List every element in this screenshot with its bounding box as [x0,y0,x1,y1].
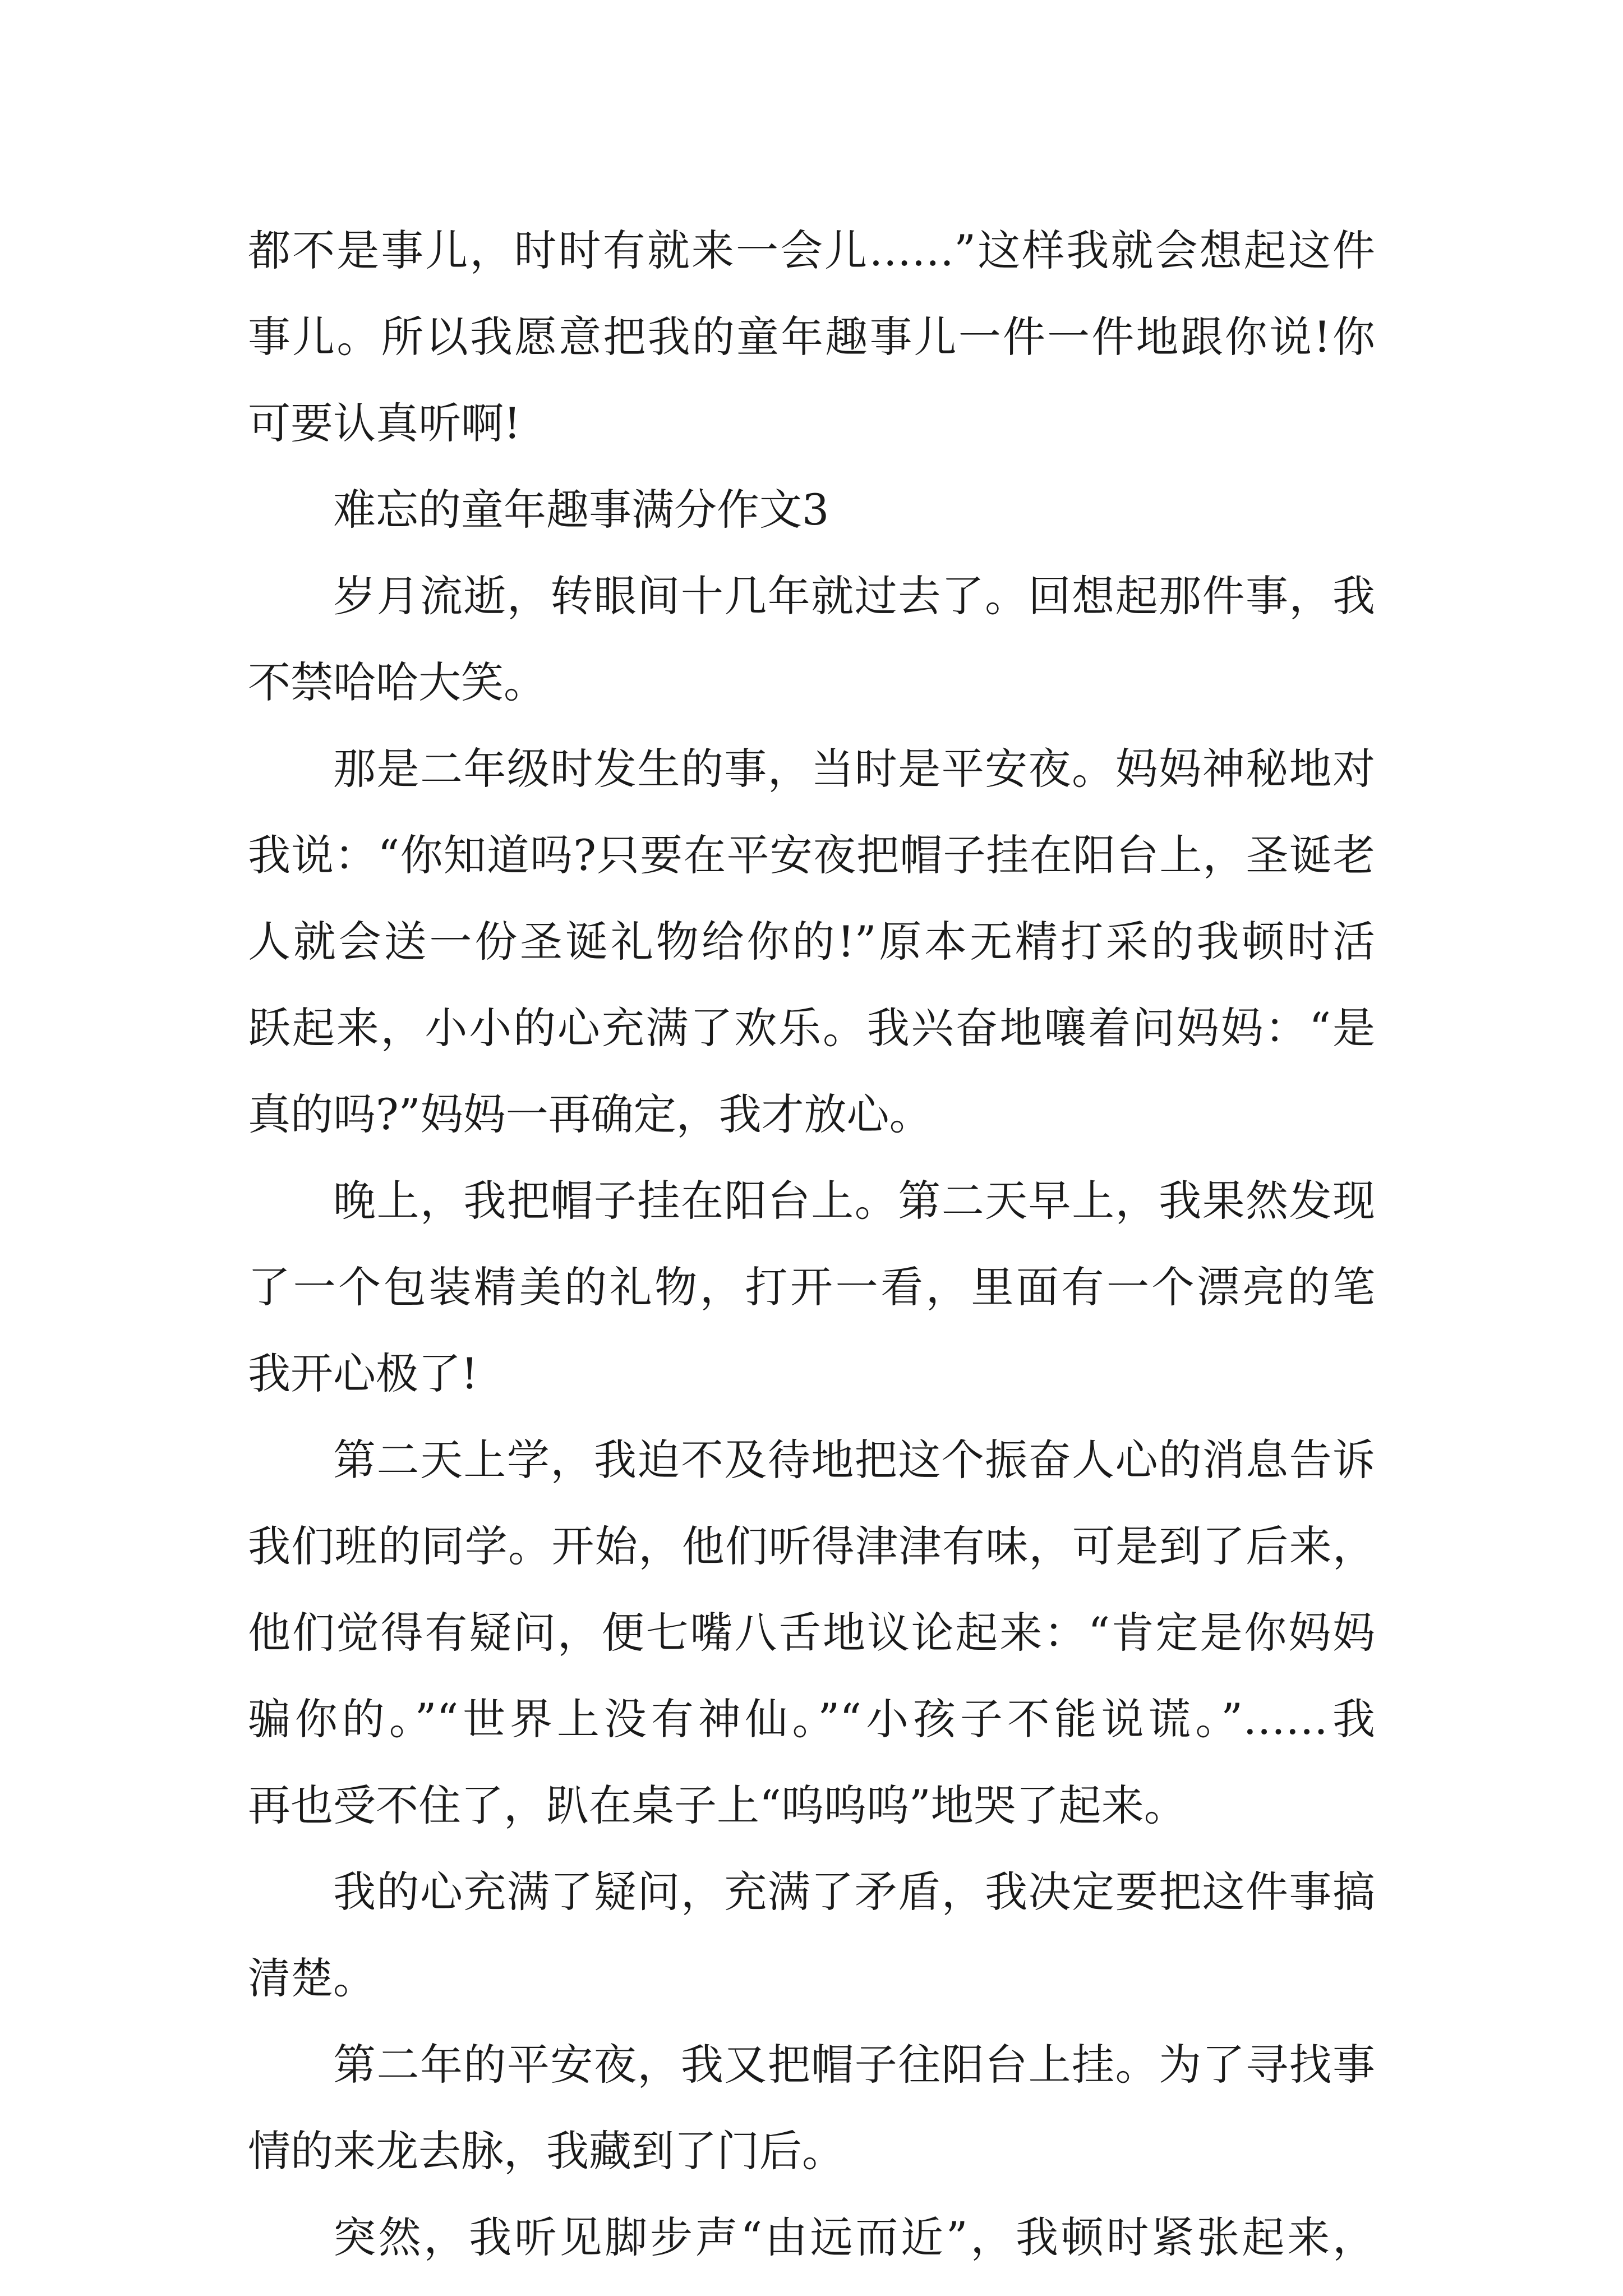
text-line: 跃起来，小小的心充满了欢乐。我兴奋地嚷着问妈妈：“是 [248,1003,1375,1053]
text-line: 我们班的同学。开始，他们听得津津有味，可是到了后来， [248,1521,1375,1571]
text-line: 了一个包装精美的礼物，打开一看，里面有一个漂亮的笔 [248,1262,1375,1312]
text-line: 可要认真听啊! [248,398,521,448]
text-line: 都不是事儿，时时有就来一会儿……”这样我就会想起这件 [248,226,1375,275]
text-line: 骗你的。”“世界上没有神仙。”“小孩子不能说谎。”……我 [248,1694,1375,1744]
text-line: 岁月流逝，转眼间十几年就过去了。回想起那件事，我 [333,571,1375,621]
text-line: 晚上，我把帽子挂在阳台上。第二天早上，我果然发现 [333,1176,1375,1226]
text-line: 第二天上学，我迫不及待地把这个振奋人心的消息告诉 [333,1435,1375,1485]
text-line: 清楚。 [248,1953,376,2003]
text-line: 再也受不住了，趴在桌子上“呜呜呜”地哭了起来。 [248,1780,1187,1830]
text-line: 情的来龙去脉，我藏到了门后。 [248,2126,845,2176]
text-line: 我的心充满了疑问，充满了矛盾，我决定要把这件事搞 [333,1867,1375,1917]
text-line: 他们觉得有疑问，便七嘴八舌地议论起来：“肯定是你妈妈 [248,1608,1375,1658]
text-line: 人就会送一份圣诞礼物给你的!”原本无精打采的我顿时活 [248,917,1375,967]
text-line: 突然，我听见脚步声“由远而近”，我顿时紧张起来， [333,2212,1375,2262]
text-line: 难忘的童年趣事满分作文3 [333,485,829,535]
text-line: 事儿。所以我愿意把我的童年趣事儿一件一件地跟你说!你 [248,312,1375,362]
text-line: 第二年的平安夜，我又把帽子往阳台上挂。为了寻找事 [333,2040,1375,2090]
text-line: 不禁哈哈大笑。 [248,657,546,707]
text-line: 我说：“你知道吗?只要在平安夜把帽子挂在阳台上，圣诞老 [248,830,1375,880]
text-line: 我开心极了! [248,1349,478,1398]
text-line: 那是二年级时发生的事，当时是平安夜。妈妈神秘地对 [333,744,1375,794]
text-line: 真的吗?”妈妈一再确定，我才放心。 [248,1089,932,1139]
document-body [248,208,1375,2281]
